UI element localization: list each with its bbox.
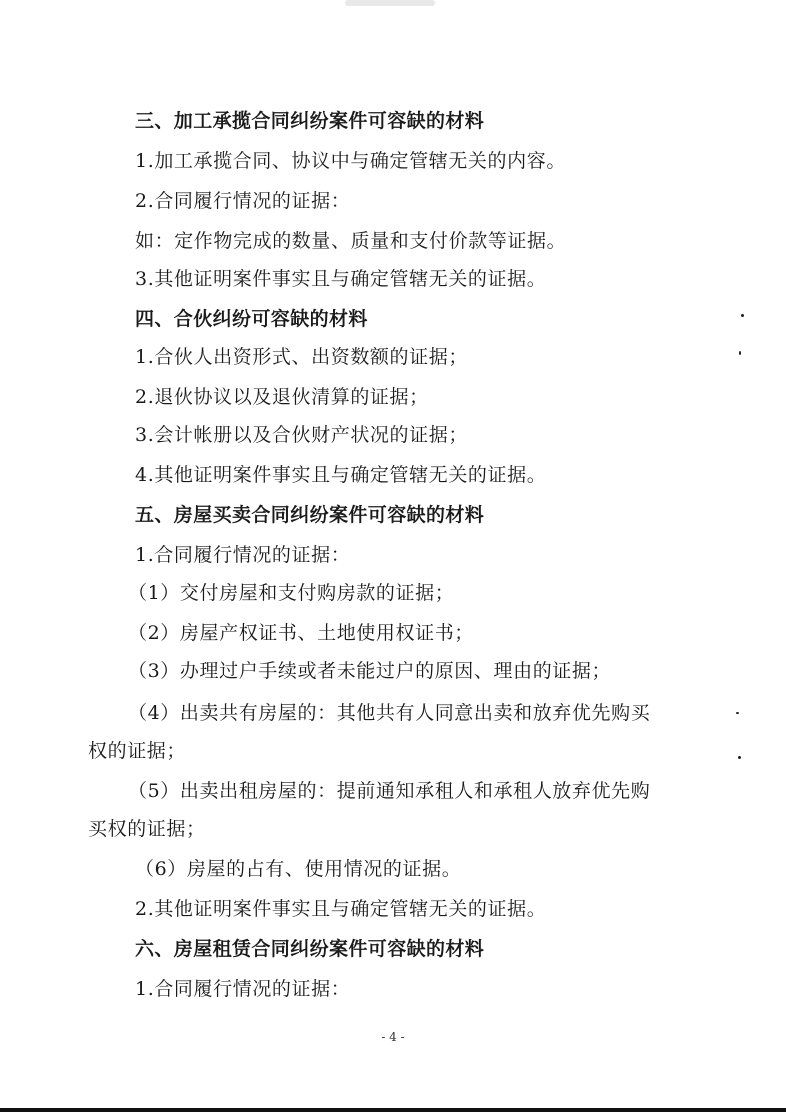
paragraph: （1）交付房屋和支付购房款的证据； [128,582,455,604]
paragraph: 1.合同履行情况的证据： [135,978,351,1000]
paragraph: 4.其他证明案件事实且与确定管辖无关的证据。 [135,464,547,486]
scan-bottom-edge [0,1108,786,1112]
paragraph: （5）出卖出租房屋的：提前通知承租人和承租人放弃优先购 [128,780,651,802]
paragraph: 3.其他证明案件事实且与确定管辖无关的证据。 [135,268,547,290]
paragraph: 权的证据； [88,740,187,762]
scan-speck [739,351,741,355]
scan-smudge [345,0,435,6]
section-heading-3: 三、加工承揽合同纠纷案件可容缺的材料 [135,110,485,132]
section-heading-5: 五、房屋买卖合同纠纷案件可容缺的材料 [135,504,485,526]
scan-speck [736,712,739,714]
scan-speck [741,314,744,317]
paragraph: 买权的证据； [88,818,206,840]
section-heading-6: 六、房屋租赁合同纠纷案件可容缺的材料 [135,938,485,960]
paragraph: （2）房屋产权证书、土地使用权证书； [128,622,474,644]
paragraph: 1.合伙人出资形式、出资数额的证据； [135,346,468,368]
paragraph: （6）房屋的占有、使用情况的证据。 [135,858,462,880]
paragraph: 3.会计帐册以及合伙财产状况的证据； [135,424,468,446]
paragraph: 1.加工承揽合同、协议中与确定管辖无关的内容。 [135,150,566,172]
paragraph: 如：定作物完成的数量、质量和支付价款等证据。 [135,230,567,252]
scan-speck [738,756,741,759]
paragraph: （3）办理过户手续或者未能过户的原因、理由的证据； [128,660,612,682]
section-heading-4: 四、合伙纠纷可容缺的材料 [135,308,368,330]
paragraph: 1.合同履行情况的证据： [135,544,351,566]
page-number: - 4 - [381,1030,405,1044]
paragraph: （4）出卖共有房屋的：其他共有人同意出卖和放弃优先购买 [128,702,651,724]
paragraph: 2.合同履行情况的证据： [135,190,351,212]
paragraph: 2.退伙协议以及退伙清算的证据； [135,386,429,408]
paragraph: 2.其他证明案件事实且与确定管辖无关的证据。 [135,898,547,920]
